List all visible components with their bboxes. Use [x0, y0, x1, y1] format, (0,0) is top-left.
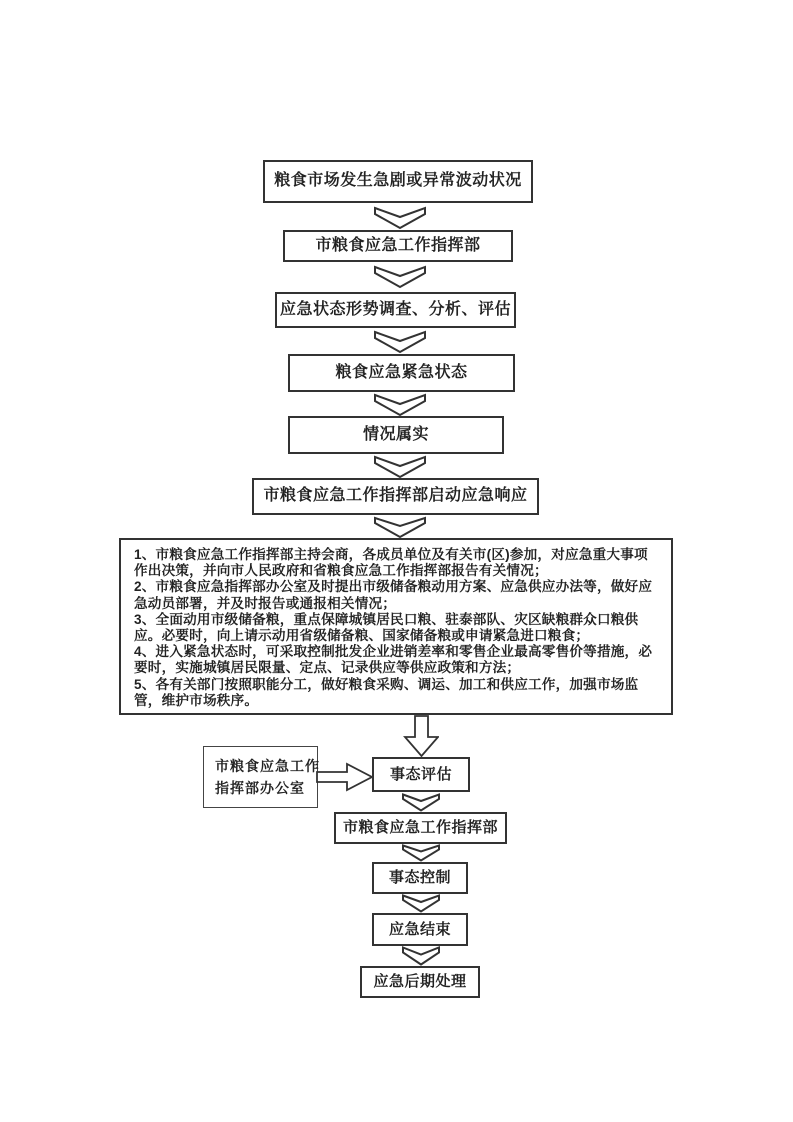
- block-right-arrow-icon: [316, 761, 374, 793]
- chevron-down-arrow-icon: [401, 946, 441, 966]
- node-city-grain-emergency-hq: 市粮食应急工作指挥部: [283, 230, 513, 262]
- chevron-down-arrow-icon: [401, 894, 441, 913]
- chevron-down-arrow-icon: [373, 330, 427, 354]
- hq-office-line1: 市粮食应急工作: [215, 758, 320, 774]
- node-situation-assessment: 事态评估: [372, 757, 470, 792]
- chevron-down-arrow-icon: [401, 793, 441, 812]
- node-grain-emergency-urgent-state: 粮食应急紧急状态: [288, 354, 515, 392]
- chevron-down-arrow-icon: [373, 265, 427, 289]
- node-market-fluctuation: 粮食市场发生急剧或异常波动状况: [263, 160, 533, 203]
- chevron-down-arrow-icon: [373, 393, 427, 417]
- chevron-down-arrow-icon: [373, 206, 427, 230]
- measure-item-3: 3、全面动用市级储备粮，重点保障城镇居民口粮、驻泰部队、灾区缺粮群众口粮供应。必要时，向上请示动用省级储备粮、国家储备粮或申请紧急进口粮食；: [134, 611, 639, 644]
- chevron-down-arrow-icon: [401, 844, 441, 862]
- hq-office-line2: 指挥部办公室: [215, 780, 305, 796]
- node-emergency-end: 应急结束: [372, 913, 468, 946]
- measure-item-2: 2、市粮食应急指挥部办公室及时提出市级储备粮动用方案、应急供应办法等，做好应急动员部署，并及时报告或通报相关情况；: [134, 579, 653, 611]
- node-hq-start-response: 市粮食应急工作指挥部启动应急响应: [252, 478, 539, 515]
- measure-item-5: 5、各有关部门按照职能分工，做好粮食采购、调运、加工和供应工作，加强市场监管，维护市场秩序。: [134, 676, 639, 708]
- chevron-down-arrow-icon: [373, 455, 427, 479]
- block-down-arrow-icon: [403, 715, 439, 757]
- node-situation-control: 事态控制: [372, 862, 468, 894]
- node-situation-verified: 情况属实: [288, 416, 504, 454]
- chevron-down-arrow-icon: [373, 516, 427, 539]
- node-post-emergency-handling: 应急后期处理: [360, 966, 480, 998]
- measures-box: [119, 538, 673, 715]
- node-status-investigation: 应急状态形势调查、分析、评估: [275, 292, 516, 328]
- measure-item-4: 4、进入紧急状态时，可采取控制批发企业进销差率和零售企业最高零售价等措施，必要时，实施城镇居民限量、定点、记录供应等供应政策和方法；: [134, 644, 653, 676]
- measure-item-1: 1、市粮食应急工作指挥部主持会商，各成员单位及有关市(区)参加，对应急重大事项作出决策，并向市人民政府和省粮食应急工作指挥部报告有关情况；: [134, 547, 648, 579]
- node-hq-office: [203, 746, 318, 808]
- node-city-grain-emergency-hq-2: 市粮食应急工作指挥部: [334, 812, 507, 844]
